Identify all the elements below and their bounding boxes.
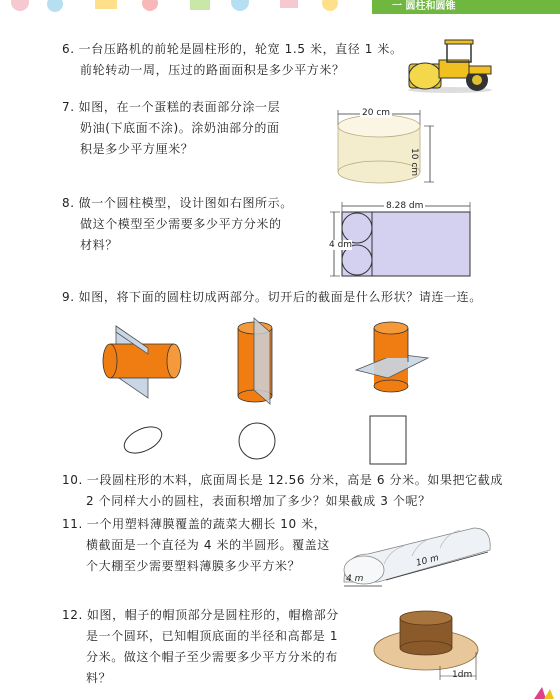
net-width-label: 8.28 dm	[386, 201, 424, 211]
question-text-line: 做这个模型至少需要多少平方分米的	[80, 217, 282, 231]
corner-decoration	[534, 685, 554, 699]
question-text-line: 如图，帽子的帽顶部分是圆柱形的，帽檐部分	[86, 608, 339, 622]
question-text-line: 料？	[86, 671, 112, 685]
question-text-line: 2 个同样大小的圆柱，表面积增加了多少？如果截成 3 个呢？	[86, 494, 431, 508]
question-text-line: 如图，将下面的圆柱切成两部分。切开后的截面是什么形状？请连一连。	[78, 290, 482, 304]
question-text-line: 前轮转动一周，压过的路面面积是多少平方米？	[80, 63, 345, 77]
question-number: 12.	[62, 608, 83, 622]
net-height-label: 4 dm	[329, 240, 353, 250]
rectangle-section-shape	[366, 414, 410, 468]
question-number: 7.	[62, 100, 75, 114]
cake-width-label: 20 cm	[362, 108, 391, 118]
question-7	[62, 97, 280, 160]
chapter-title: 一 圆柱和圆锥	[372, 0, 560, 14]
road-roller-image	[405, 38, 495, 94]
question-text-line: 横截面是一个直径为 4 米的半圆形。覆盖这	[86, 538, 330, 552]
question-number: 9.	[62, 290, 75, 304]
greenhouse-diameter-label: 4 m	[346, 574, 364, 584]
question-number: 10.	[62, 473, 83, 487]
ellipse-section-shape	[120, 424, 166, 456]
question-text-line: 一段圆柱形的木料，底面周长是 12.56 分米，高是 6 分米。如果把它截成	[86, 473, 503, 487]
hat-brim-label: 1dm	[452, 670, 473, 680]
question-number: 11.	[62, 517, 83, 531]
question-12	[62, 605, 339, 689]
header-decoration	[0, 0, 380, 14]
question-number: 6.	[62, 42, 75, 56]
question-text-line: 做一个圆柱模型，设计图如右图所示。	[78, 196, 293, 210]
circle-section-shape	[236, 420, 278, 462]
cake-height-label: 10 cm	[409, 148, 419, 177]
question-9	[62, 287, 482, 308]
question-text-line: 分米。做这个帽子至少需要多少平方分米的布	[86, 650, 339, 664]
question-text-line: 一台压路机的前轮是圆柱形的，轮宽 1.5 米，直径 1 米。	[78, 42, 403, 56]
question-text-line: 材料？	[80, 238, 118, 252]
question-number: 8.	[62, 196, 75, 210]
question-text-line: 是一个圆环，已知帽顶底面的半径和高都是 1	[86, 629, 339, 643]
question-text-line: 积是多少平方厘米？	[80, 142, 194, 156]
question-text-line: 如图，在一个蛋糕的表面部分涂一层	[78, 100, 281, 114]
question-text-line: 奶油(下底面不涂)。涂奶油部分的面	[80, 121, 280, 135]
question-6	[62, 39, 403, 81]
question-11	[62, 514, 330, 577]
question-text-line: 一个用塑料薄膜覆盖的蔬菜大棚长 10 米，	[86, 517, 327, 531]
question-text-line: 个大棚至少需要塑料薄膜多少平方米？	[86, 559, 301, 573]
cylinder-flat-cut-figure	[352, 318, 432, 398]
vertical-cylinder-cut-figure	[232, 316, 282, 408]
question-10	[62, 470, 503, 512]
question-8	[62, 193, 293, 256]
greenhouse-length-label: 10 m	[415, 553, 440, 569]
horizontal-cylinder-cut-figure	[96, 320, 192, 400]
